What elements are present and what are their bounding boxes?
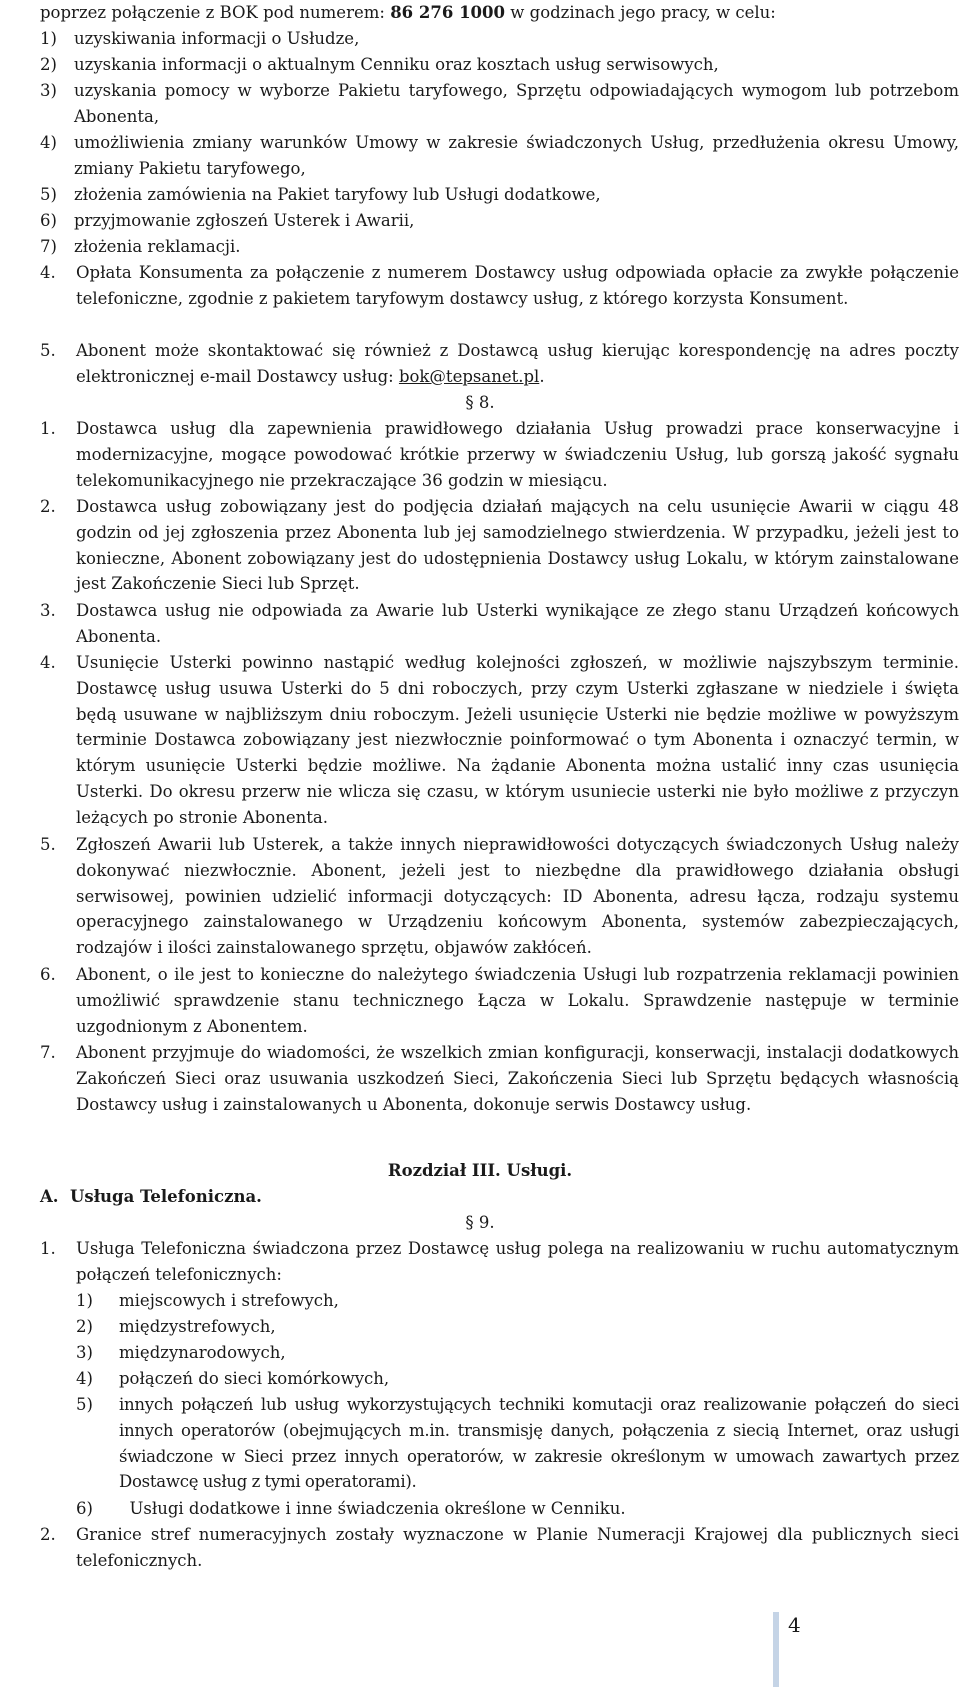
s8-item-1: 1. Dostawca usług dla zapewnienia prawidłowego działania Usług prowadzi prace konserwacyjne i modernizacyjne, mogące powodować krótkie przerwy w świadczeniu Usług, lub gorszą jakość sygnału telekomunikacyjnego nie przekraczające 36 godzin w miesiącu. xyxy=(40,419,959,490)
list-item: 6) przyjmowanie zgłoszeń Usterek i Awarii, xyxy=(40,211,415,230)
chapter-heading: Rozdział III. Usługi. xyxy=(387,1161,573,1180)
bok-phone-number: 86 276 1000 xyxy=(390,3,506,22)
section-heading-9: § 9. xyxy=(465,1213,495,1232)
list-item: 1) miejscowych i strefowych, xyxy=(76,1291,339,1310)
section-a-heading: A. Usługa Telefoniczna. xyxy=(40,1187,262,1206)
s9-item-2: 2. Granice stref numeracyjnych zostały wyznaczone w Planie Numeracji Krajowej dla publicznych sieci telefonicznych. xyxy=(40,1525,959,1570)
s8-item-3: 3. Dostawca usług nie odpowiada za Awarie lub Usterki wynikające ze złego stanu Urządzeń końcowych Abonenta. xyxy=(40,601,959,646)
list-item: 2) międzystrefowych, xyxy=(76,1317,276,1336)
list-item: 4) połączeń do sieci komórkowych, xyxy=(76,1369,390,1388)
s8-item-6: 6. Abonent, o ile jest to konieczne do należytego świadczenia Usługi lub rozpatrzenia reklamacji powinien umożliwić sprawdzenie stanu technicznego Łącza w Lokalu. Sprawdzenie następuje w terminie uzgodnionym z Abonentem. xyxy=(40,965,959,1036)
s8-item-7: 7. Abonent przyjmuje do wiadomości, że wszelkich zmian konfiguracji, konserwacji, instalacji dodatkowych Zakończeń Sieci oraz usuwania uszkodzeń Sieci, Zakończenia Sieci lub Sprzętu będących własnością Dostawcy usług i zainstalowanych u Abonenta, dokonuje serwis Dostawcy usług. xyxy=(40,1043,959,1114)
list-item: 3) uzyskania pomocy w wyborze Pakietu taryfowego, Sprzętu odpowiadających wymogom lub potrzebom Abonenta, xyxy=(40,81,959,126)
paragraph-4: 4. Opłata Konsumenta za połączenie z numerem Dostawcy usług odpowiada opłacie za zwykłe połączenie telefoniczne, zgodnie z pakietem taryfowym dostawcy usług, z którego korzysta Konsument. xyxy=(40,263,959,308)
list-item: 1) uzyskiwania informacji o Usłudze, xyxy=(40,29,360,48)
list-item: 6) Usługi dodatkowe i inne świadczenia określone w Cenniku. xyxy=(76,1499,626,1518)
s8-item-4: 4. Usunięcie Usterki powinno nastąpić według kolejności zgłoszeń, w możliwie najszybszym terminie. Dostawcę usług usuwa Usterki do 5 dni roboczych, przy czym Usterki zgłaszane w niedziele i święta będą usuwane w najbliższym dniu roboczym. Jeżeli usunięcie Usterki nie będzie możliwe w powyższym terminie Dostawca zobowiązany jest niezwłocznie poinformować o tym Abonenta i oznaczyć termin, w którym usunięcie Usterki będzie możliwe. Na żądanie Abonenta można ustalić inny czas usunięcia Usterki. Do okresu przerw nie wlicza się czasu, w którym usuniecie usterki nie było możliwe z przyczyn leżących po stronie Abonenta. xyxy=(40,653,959,827)
list-item: 4) umożliwienia zmiany warunków Umowy w zakresie świadczonych Usług, przedłużenia okresu Umowy, zmiany Pakietu taryfowego, xyxy=(40,133,959,178)
section-heading-8: § 8. xyxy=(465,393,495,412)
email-link[interactable]: bok@tepsanet.pl xyxy=(398,366,540,386)
paragraph-5: 5. Abonent może skontaktować się również z Dostawcą usług kierując korespondencję na adres poczty elektronicznej e-mail Dostawcy usług: bok@tepsanet.pl. xyxy=(40,341,959,386)
list-item: 2) uzyskania informacji o aktualnym Cenniku oraz kosztach usług serwisowych, xyxy=(40,55,719,74)
list-item: 5) złożenia zamówienia na Pakiet taryfowy lub Usługi dodatkowe, xyxy=(40,185,601,204)
list-item: 5) innych połączeń lub usług wykorzystujących techniki komutacji oraz realizowanie połączeń do sieci innych operatorów (obejmujących m.in. transmisję danych, połączenia z siecią Internet, oraz usługi świadczone w Sieci przez innych operatorów, w zakresie określonym w umowach zawartych przez Dostawcę usług z tymi operatorami). xyxy=(76,1395,959,1492)
page-number: 4 xyxy=(788,1613,801,1637)
s9-item-1: 1. Usługa Telefoniczna świadczona przez Dostawcę usług polega na realizowaniu w ruchu automatycznym połączeń telefonicznych: xyxy=(40,1239,959,1284)
s8-item-2: 2. Dostawca usług zobowiązany jest do podjęcia działań mających na celu usunięcie Awarii w ciągu 48 godzin od jej zgłoszenia przez Abonenta lub jej samodzielnego stwierdzenia. W przypadku, jeżeli jest to konieczne, Abonent zobowiązany jest do udostępnienia Dostawcy usług Lokalu, w którym zainstalowane jest Zakończenie Sieci lub Sprzęt. xyxy=(40,497,959,594)
list-item: 7) złożenia reklamacji. xyxy=(40,237,241,256)
s8-item-5: 5. Zgłoszeń Awarii lub Usterek, a także innych nieprawidłowości dotyczących świadczonych Usług należy dokonywać niezwłocznie. Abonent, jeżeli jest to niezbędne dla prawidłowego działania obsługi serwisowej, powinien udzielić informacji dotyczących: ID Abonenta, adresu łącza, rodzaju systemu operacyjnego zainstalowanego w Urządzeniu końcowym Abonenta, systemów zabezpieczających, rodzajów i ilości zainstalowanego sprzętu, objawów zakłóceń. xyxy=(40,835,959,958)
footer-bar xyxy=(773,1612,779,1687)
intro-line xyxy=(40,0,959,26)
intro-text: poprzez połączenie z BOK pod numerem: xyxy=(40,3,391,22)
list-item: 3) międzynarodowych, xyxy=(76,1343,286,1362)
intro-text-after: w godzinach jego pracy, w celu: xyxy=(505,3,776,22)
